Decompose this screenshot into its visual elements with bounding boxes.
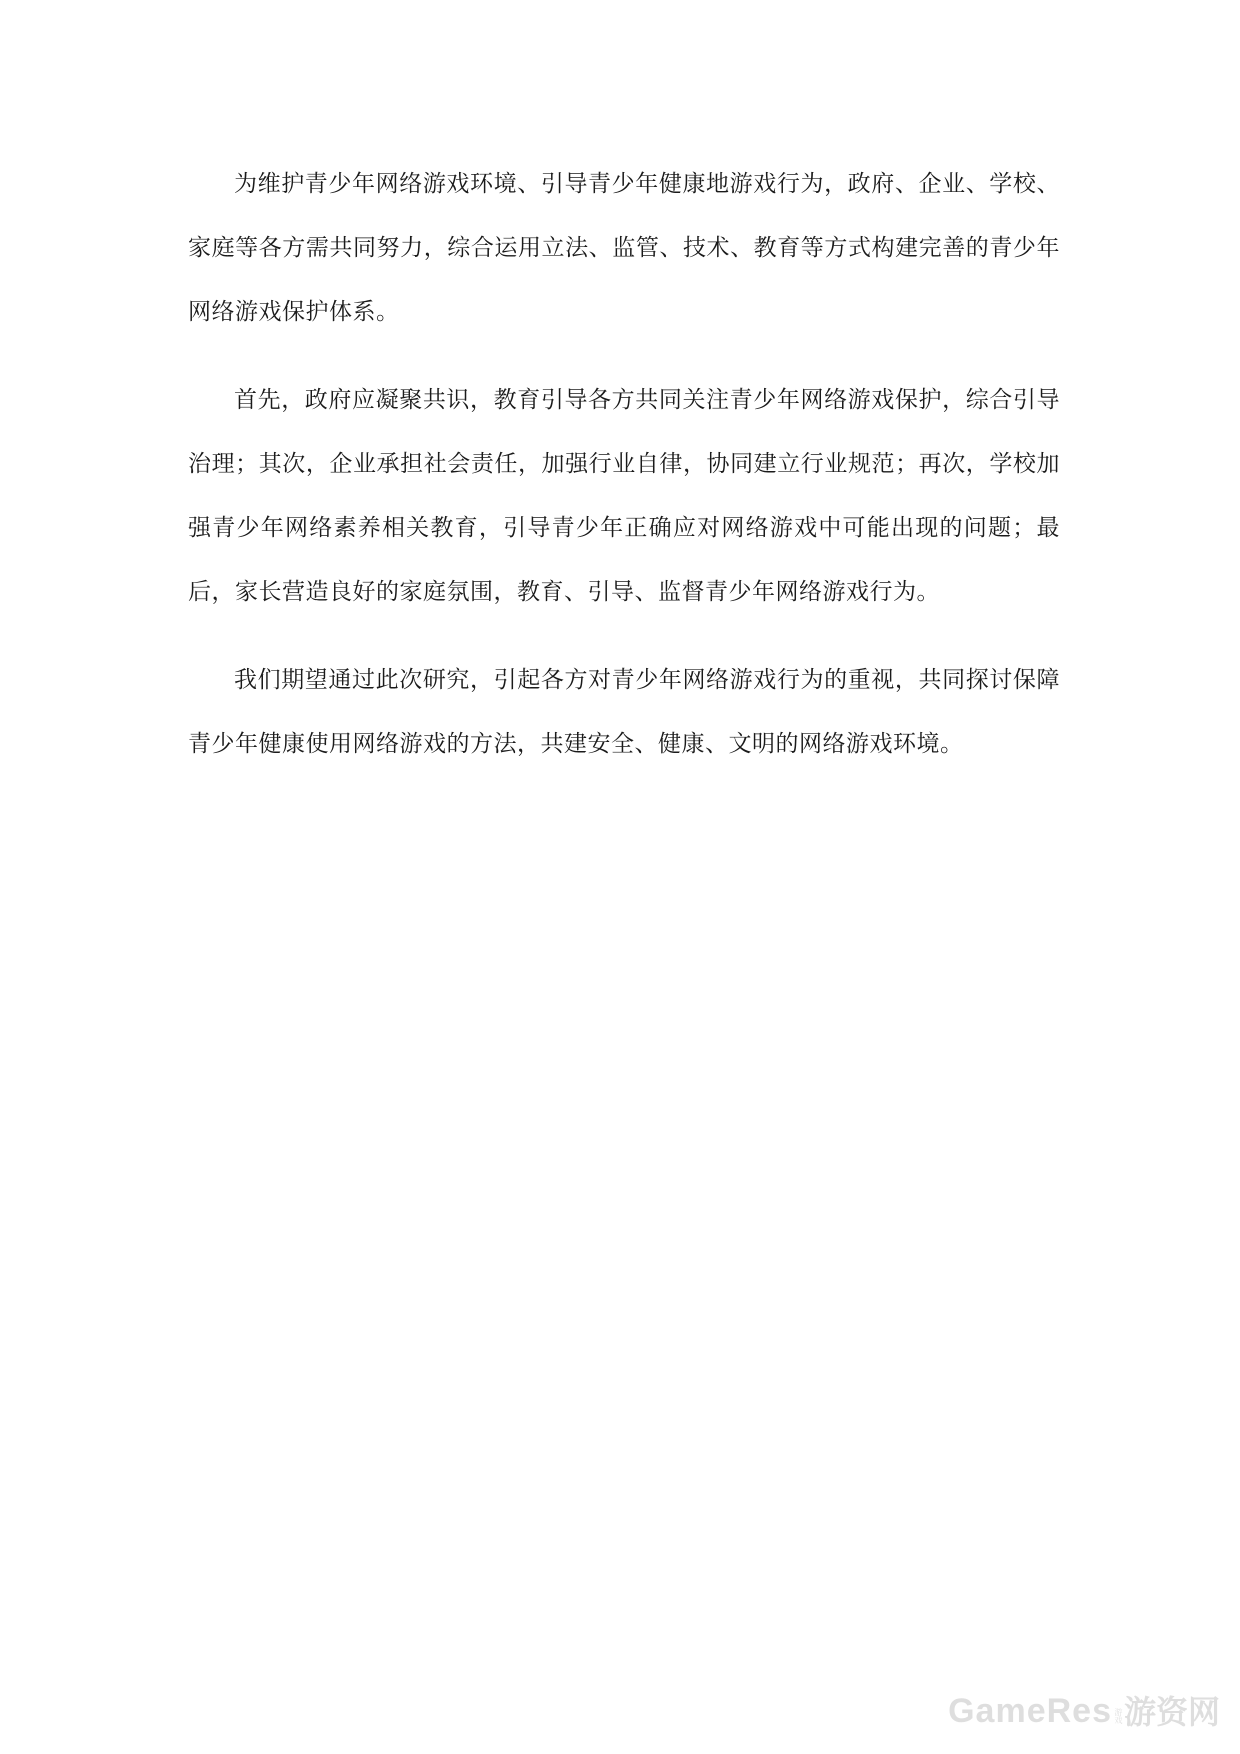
paragraph-2: 首先，政府应凝聚共识，教育引导各方共同关注青少年网络游戏保护，综合引导治理；其次，企业承担社会责任，加强行业自律，协同建立行业规范；再次，学校加强青少年网络素养相关教育，引导青少年正确应对网络游戏中可能出现的问题；最后，家长营造良好的家庭氛围，教育、引导、监督青少年网络游戏行为。 — [188, 387, 1060, 605]
watermark-latin-text: GameRes — [948, 1692, 1112, 1730]
watermark-small-text: 游戏 — [1113, 1708, 1123, 1724]
document-body — [188, 152, 1060, 800]
gameres-watermark — [948, 1692, 1220, 1731]
paragraph-3: 我们期望通过此次研究，引起各方对青少年网络游戏行为的重视，共同探讨保障青少年健康使用网络游戏的方法，共建安全、健康、文明的网络游戏环境。 — [188, 667, 1060, 757]
watermark-cn-text: 游资网 — [1123, 1693, 1220, 1731]
paragraph-1: 为维护青少年网络游戏环境、引导青少年健康地游戏行为，政府、企业、学校、家庭等各方需共同努力，综合运用立法、监管、技术、教育等方式构建完善的青少年网络游戏保护体系。 — [188, 171, 1060, 325]
